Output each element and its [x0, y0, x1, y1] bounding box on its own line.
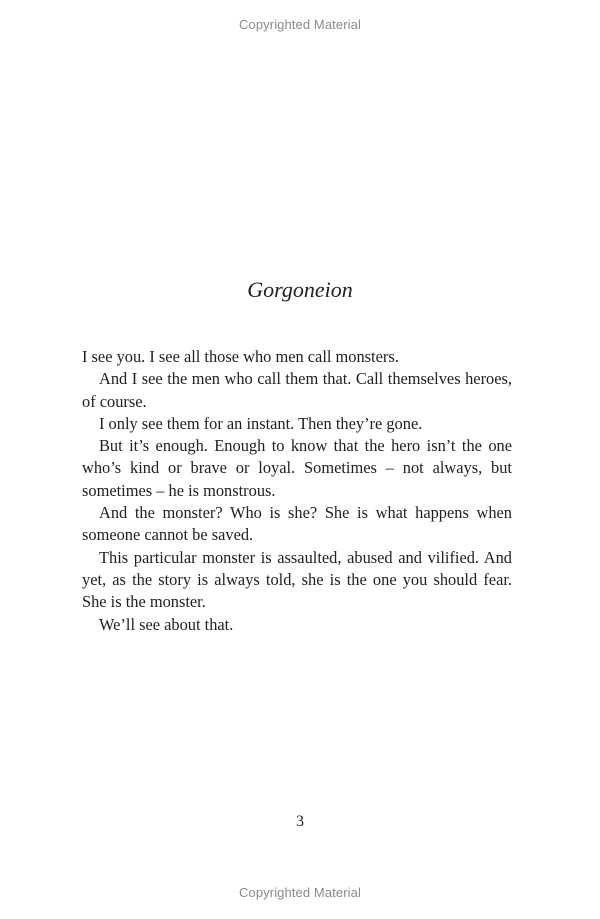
body-text	[82, 346, 512, 636]
paragraph: We’ll see about that.	[99, 614, 234, 634]
chapter-title: Gorgoneion	[247, 277, 353, 302]
copyright-watermark-bottom: Copyrighted Material	[239, 885, 361, 900]
paragraph: And I see the men who call them that. Call themselves heroes, of course.	[82, 369, 512, 411]
copyright-watermark-top: Copyrighted Material	[239, 17, 361, 32]
paragraph: I only see them for an instant. Then they’re gone.	[99, 413, 423, 433]
paragraph: But it’s enough. Enough to know that the hero isn’t the one who’s kind or brave or loyal. Sometimes – not always, but sometimes – he is monstrous.	[82, 436, 512, 500]
paragraph: This particular monster is assaulted, abused and vilified. And yet, as the story is always told, she is the one you should fear. She is the monster.	[82, 547, 512, 612]
paragraph: And the monster? Who is she? She is what happens when someone cannot be saved.	[82, 503, 512, 545]
paragraph: I see you. I see all those who men call monsters.	[82, 347, 399, 366]
page-number: 3	[296, 813, 304, 830]
